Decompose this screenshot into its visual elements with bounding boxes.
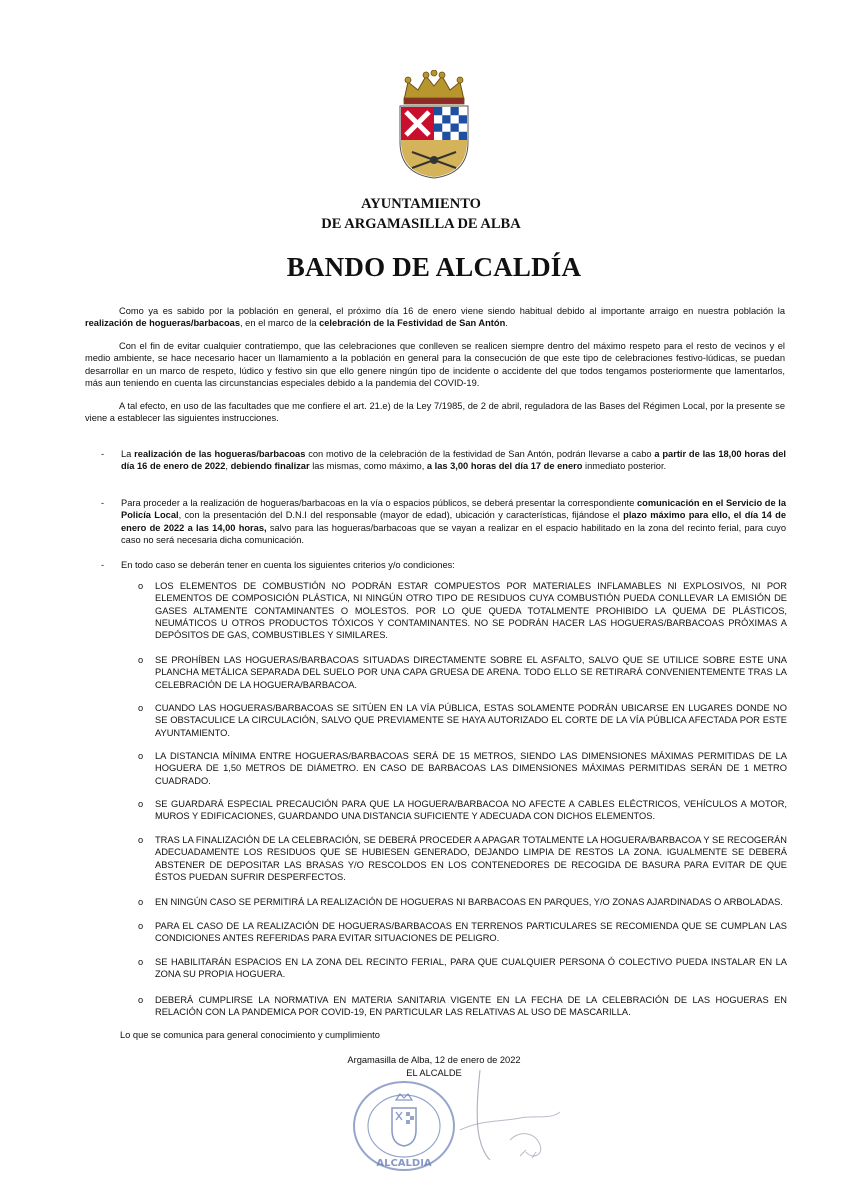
criterion-marker: o (138, 703, 144, 713)
criterion-text: SE GUARDARÁ ESPECIAL PRECAUCIÓN PARA QUE LA HOGUERA/BARBACOA NO AFECTE A CABLES ELÉCTRICOS, VEHÍCULOS A MOTOR, MUROS Y EDIFICACIONES, GUARDANDO UNA DISTANCIA SUFICIENTE Y ADECUADA CON DICHOS ELEMENTOS. (155, 799, 787, 822)
signature-icon (440, 1060, 570, 1170)
intro-paragraph-1: Como ya es sabido por la población en general, el próximo día 16 de enero viene siendo habitual debido al importante arraigo en nuestra población la realización de hogueras/barbacoas, en el marco de la celebración de la Festividad de San Antón. (85, 306, 785, 329)
bullet-marker: - (101, 498, 105, 508)
bullet-marker: - (101, 560, 105, 570)
criterion-marker: o (138, 921, 144, 931)
intro-paragraph-2: Con el fin de evitar cualquier contratiempo, que las celebraciones que conlleven se realicen siempre dentro del máximo respeto para el resto de vecinos y el medio ambiente, se hace necesario hacer un llamamiento a la población en general para la consecución de que este tipo de celebraciones festivo-lúdicas, se puedan desarrollar en un marco de respeto, lúdico y festivo sin que ello genere ningún tipo de incidente o accidente del que todos tengamos posteriormente que lamentarlos, más aun teniendo en cuenta las circunstancias especiales debido a la pandemia del COVID-19. (85, 341, 785, 388)
intro-paragraph-3: A tal efecto, en uso de las facultades que me confiere el art. 21.e) de la Ley 7/1985, de 2 de abril, reguladora de las Bases del Régimen Local, por la presente se viene a establecer las siguientes instrucciones. (85, 401, 785, 424)
criterion-text: CUANDO LAS HOGUERAS/BARBACOAS SE SITÚEN EN LA VÍA PÚBLICA, ESTAS SOLAMENTE PODRÁN UBICARSE EN LUGARES DONDE NO SE OBSTACULICE LA CIRCULACIÓN, SALVO QUE PREVIAMENTE SE HAYA AUTORIZADO EL CORTE DE LA VÍA PÚBLICA AFECTADA POR ESTE AYUNTAMIENTO. (155, 703, 787, 738)
criterion-marker: o (138, 957, 144, 967)
criterion-text: SE PROHÍBEN LAS HOGUERAS/BARBACOAS SITUADAS DIRECTAMENTE SOBRE EL ASFALTO, SALVO QUE SE UTILICE SOBRE ESTE UNA PLANCHA METÁLICA SEPARADA DEL SUELO POR UNA CAPA GRUESA DE ARENA. TODO ELLO SE RETIRARÁ CONVENIENTEMENTE TRAS LA CELEBRACIÓN DE LA HOGUERA/BARBACOA. (155, 655, 787, 690)
document-title: BANDO DE ALCALDÍA (286, 252, 582, 282)
signatory-role: EL ALCALDE (406, 1068, 462, 1078)
svg-text:ALCALDIA: ALCALDIA (376, 1158, 432, 1169)
organization-location: DE ARGAMASILLA DE ALBA (321, 216, 521, 232)
criterion-text: EN NINGÚN CASO SE PERMITIRÁ LA REALIZACIÓN DE HOGUERAS NI BARBACOAS EN PARQUES, Y/O ZONAS AJARDINADAS O ARBOLADAS. (155, 897, 783, 907)
criterion-text: SE HABILITARÁN ESPACIOS EN LA ZONA DEL RECINTO FERIAL, PARA QUE CUALQUIER PERSONA Ó COLECTIVO PUEDA INSTALAR EN LA ZONA SU PROPIA HOGUERA. (155, 957, 787, 980)
criterion-text: DEBERÁ CUMPLIRSE LA NORMATIVA EN MATERIA SANITARIA VIGENTE EN LA FECHA DE LA CELEBRACIÓN DE LAS HOGUERAS EN RELACIÓN CON LA PANDEMICA POR COVID-19, EN PARTICULAR LAS RELATIVAS AL USO DE MASCARILLA. (155, 995, 787, 1018)
instruction-text-2: Para proceder a la realización de hogueras/barbacoas en la vía o espacios públicos, se deberá presentar la correspondiente comunicación en el Servicio de la Policía Local, con la presentación del D.N.I del responsable (mayor de edad), ubicación y características, fijándose el plazo máximo para ello, el día 14 de enero de 2022 a las 14,00 horas, salvo para las hogueras/barbacoas que se vayan a realizar en el espacio habilitado en la zona del recinto ferial, para cuyo caso no será necesaria dicha comunicación. (121, 498, 787, 545)
criterion-marker: o (138, 995, 144, 1005)
criterion-text: PARA EL CASO DE LA REALIZACIÓN DE HOGUERAS/BARBACOAS EN TERRENOS PARTICULARES SE RECOMIENDA QUE SE CUMPLAN LAS CONDICIONES ANTES REFERIDAS PARA EVITAR SITUACIONES DE PELIGRO. (155, 921, 787, 944)
place-and-date: Argamasilla de Alba, 12 de enero de 2022 (347, 1055, 521, 1065)
criterion-text: TRAS LA FINALIZACIÓN DE LA CELEBRACIÓN, SE DEBERÁ PROCEDER A APAGAR TOTALMENTE LA HOGUERA/BARBACOA Y SE RECOGERÁN ADECUADAMENTE LOS RESIDUOS QUE SE HUBIESEN GENERADO, DEJANDO LIMPIA DE RESTOS LA ZONA. IGUALMENTE SE DEBERÁ ABSTENER DE DEPOSITAR LAS BRASAS Y/O RESCOLDOS EN LOS CONTENEDORES DE RECOGIDA DE BASURA PARA EVITAR DE QUE ÉSTOS PUEDAN SUFRIR DESPERFECTOS. (155, 835, 787, 882)
organization-name: AYUNTAMIENTO (361, 196, 481, 212)
criterion-text: LOS ELEMENTOS DE COMBUSTIÓN NO PODRÁN ESTAR COMPUESTOS POR MATERIALES INFLAMABLES NI EXPLOSIVOS, NI POR ELEMENTOS DE COMPOSICIÓN PLÁSTICA, NI NINGÚN OTRO TIPO DE RESIDUOS CUYA COMBUSTIÓN PUEDA CONLLEVAR LA EMISIÓN DE GASES ALTAMENTE CONTAMINANTES O MOLESTOS. POR LO QUE QUEDA TOTALMENTE PROHIBIDO LA QUEMA DE PLÁSTICOS, NEUMÁTICOS U OTROS PRODUCTOS TÓXICOS Y CONTAMINANTES. NO SE PODRÁN HACER LAS HOGUERAS/BARBACOAS PRÓXIMAS A DEPÓSITOS DE GAS, COMBUSTIBLES Y SIMILARES. (155, 581, 787, 641)
criterion-text: LA DISTANCIA MÍNIMA ENTRE HOGUERAS/BARBACOAS SERÁ DE 15 METROS, SIENDO LAS DIMENSIONES MÁXIMAS PERMITIDAS DE LA HOGUERA DE 1,50 METROS DE DIÁMETRO. EN CASO DE BARBACOAS LAS DIMENSIONES MÁXIMAS PERMITIDAS SERÁN DE 1 METRO CUADRADO. (155, 751, 787, 786)
criterion-marker: o (138, 897, 144, 907)
coat-of-arms-icon (394, 70, 474, 180)
instruction-text-1: La realización de las hogueras/barbacoas con motivo de la celebración de la festividad de San Antón, podrán llevarse a cabo a partir de las 18,00 horas del día 16 de enero de 2022, debiendo finalizar las mismas, como máximo, a las 3,00 horas del día 17 de enero inmediato posterior. (121, 449, 786, 472)
criterion-marker: o (138, 835, 144, 845)
criterion-marker: o (138, 751, 144, 761)
criterion-marker: o (138, 655, 144, 665)
criterion-marker: o (138, 799, 144, 809)
bullet-marker: - (101, 449, 105, 459)
instruction-text-3: En todo caso se deberán tener en cuenta los siguientes criterios y/o condiciones: (121, 560, 455, 570)
criterion-marker: o (138, 581, 144, 591)
closing-statement: Lo que se comunica para general conocimiento y cumplimiento (120, 1030, 380, 1040)
